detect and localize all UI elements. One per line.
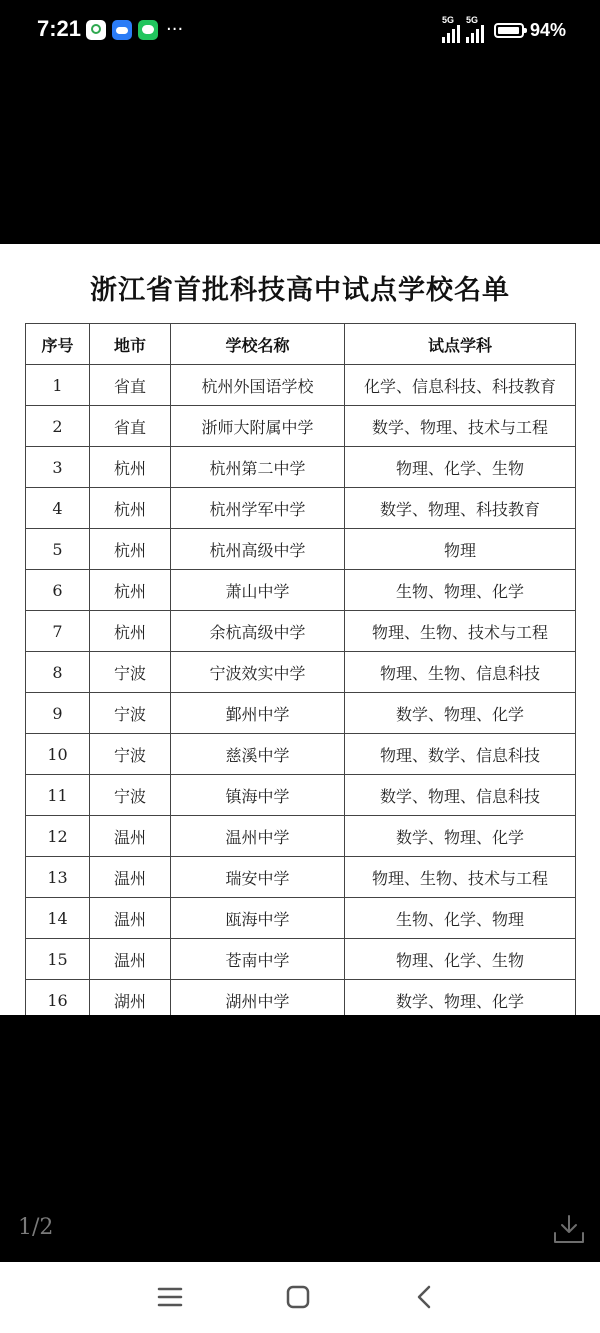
table-row — [26, 365, 576, 406]
column-header-school: 学校名称 — [171, 324, 345, 365]
row-subjects: 物理、数学、信息科技 — [345, 734, 576, 775]
row-school-name: 镇海中学 — [171, 775, 345, 816]
more-notifications-icon: ··· — [166, 19, 184, 40]
row-subjects: 物理、化学、生物 — [345, 447, 576, 488]
app-notification-icon — [86, 20, 106, 40]
notification-icons — [86, 19, 183, 40]
table-row — [26, 734, 576, 775]
row-index: 9 — [26, 693, 90, 734]
row-index: 10 — [26, 734, 90, 775]
row-city: 宁波 — [90, 693, 171, 734]
signal-icon-2: 5G — [466, 17, 484, 43]
row-subjects: 数学、物理、技术与工程 — [345, 406, 576, 447]
row-school-name: 杭州外国语学校 — [171, 365, 345, 406]
table-row — [26, 570, 576, 611]
table-row — [26, 980, 576, 1016]
row-city: 省直 — [90, 406, 171, 447]
schools-table — [25, 323, 576, 1015]
row-subjects: 数学、物理、信息科技 — [345, 775, 576, 816]
row-subjects: 物理、生物、信息科技 — [345, 652, 576, 693]
back-button[interactable] — [410, 1282, 440, 1312]
battery-percent: 94% — [529, 19, 566, 40]
row-school-name: 温州中学 — [171, 816, 345, 857]
row-subjects: 化学、信息科技、科技教育 — [345, 365, 576, 406]
row-index: 5 — [26, 529, 90, 570]
row-subjects: 数学、物理、化学 — [345, 980, 576, 1016]
weather-notification-icon — [112, 20, 132, 40]
back-icon — [410, 1282, 440, 1312]
row-school-name: 瓯海中学 — [171, 898, 345, 939]
row-school-name: 萧山中学 — [171, 570, 345, 611]
row-school-name: 浙师大附属中学 — [171, 406, 345, 447]
row-index: 2 — [26, 406, 90, 447]
table-row — [26, 816, 576, 857]
row-index: 6 — [26, 570, 90, 611]
row-index: 13 — [26, 857, 90, 898]
row-subjects: 物理、生物、技术与工程 — [345, 857, 576, 898]
recent-apps-button[interactable] — [155, 1282, 185, 1312]
row-school-name: 余杭高级中学 — [171, 611, 345, 652]
row-city: 温州 — [90, 857, 171, 898]
table-header-row — [26, 324, 576, 365]
row-index: 7 — [26, 611, 90, 652]
row-index: 3 — [26, 447, 90, 488]
row-school-name: 杭州学军中学 — [171, 488, 345, 529]
table-row — [26, 857, 576, 898]
document-page[interactable] — [0, 244, 600, 1015]
row-index: 8 — [26, 652, 90, 693]
download-icon — [552, 1212, 586, 1246]
page-indicator: 1/2 — [18, 1215, 54, 1240]
row-city: 宁波 — [90, 652, 171, 693]
row-index: 12 — [26, 816, 90, 857]
table-row — [26, 406, 576, 447]
table-row — [26, 939, 576, 980]
row-subjects: 物理、生物、技术与工程 — [345, 611, 576, 652]
table-row — [26, 611, 576, 652]
row-city: 杭州 — [90, 447, 171, 488]
message-notification-icon — [138, 20, 158, 40]
battery-icon — [494, 23, 524, 38]
row-school-name: 苍南中学 — [171, 939, 345, 980]
row-subjects: 物理、化学、生物 — [345, 939, 576, 980]
table-row — [26, 529, 576, 570]
row-subjects: 数学、物理、化学 — [345, 816, 576, 857]
document-title: 浙江省首批科技高中试点学校名单 — [90, 275, 510, 306]
row-school-name: 慈溪中学 — [171, 734, 345, 775]
row-city: 湖州 — [90, 980, 171, 1016]
column-header-index: 序号 — [26, 324, 90, 365]
row-city: 温州 — [90, 898, 171, 939]
row-subjects: 生物、物理、化学 — [345, 570, 576, 611]
table-row — [26, 898, 576, 939]
row-city: 杭州 — [90, 488, 171, 529]
row-index: 1 — [26, 365, 90, 406]
row-city: 温州 — [90, 939, 171, 980]
table-row — [26, 488, 576, 529]
row-school-name: 瑞安中学 — [171, 857, 345, 898]
row-index: 16 — [26, 980, 90, 1016]
system-status — [442, 17, 566, 43]
signal-icon-1: 5G — [442, 17, 460, 43]
row-city: 杭州 — [90, 611, 171, 652]
row-city: 杭州 — [90, 570, 171, 611]
row-index: 11 — [26, 775, 90, 816]
row-school-name: 杭州高级中学 — [171, 529, 345, 570]
row-city: 省直 — [90, 365, 171, 406]
home-icon — [283, 1282, 313, 1312]
row-subjects: 生物、化学、物理 — [345, 898, 576, 939]
column-header-city: 地市 — [90, 324, 171, 365]
menu-icon — [155, 1282, 185, 1312]
row-city: 宁波 — [90, 734, 171, 775]
table-row — [26, 693, 576, 734]
row-city: 温州 — [90, 816, 171, 857]
row-index: 4 — [26, 488, 90, 529]
row-city: 宁波 — [90, 775, 171, 816]
row-school-name: 杭州第二中学 — [171, 447, 345, 488]
navigation-bar — [0, 1262, 600, 1333]
row-subjects: 物理 — [345, 529, 576, 570]
row-index: 15 — [26, 939, 90, 980]
row-subjects: 数学、物理、化学 — [345, 693, 576, 734]
home-button[interactable] — [283, 1282, 313, 1312]
row-subjects: 数学、物理、科技教育 — [345, 488, 576, 529]
download-button[interactable] — [552, 1212, 586, 1246]
status-bar — [0, 0, 600, 60]
table-row — [26, 652, 576, 693]
table-row — [26, 447, 576, 488]
table-row — [26, 775, 576, 816]
row-city: 杭州 — [90, 529, 171, 570]
column-header-subjects: 试点学科 — [345, 324, 576, 365]
row-index: 14 — [26, 898, 90, 939]
row-school-name: 鄞州中学 — [171, 693, 345, 734]
clock: 7:21 — [37, 16, 82, 41]
row-school-name: 湖州中学 — [171, 980, 345, 1016]
row-school-name: 宁波效实中学 — [171, 652, 345, 693]
